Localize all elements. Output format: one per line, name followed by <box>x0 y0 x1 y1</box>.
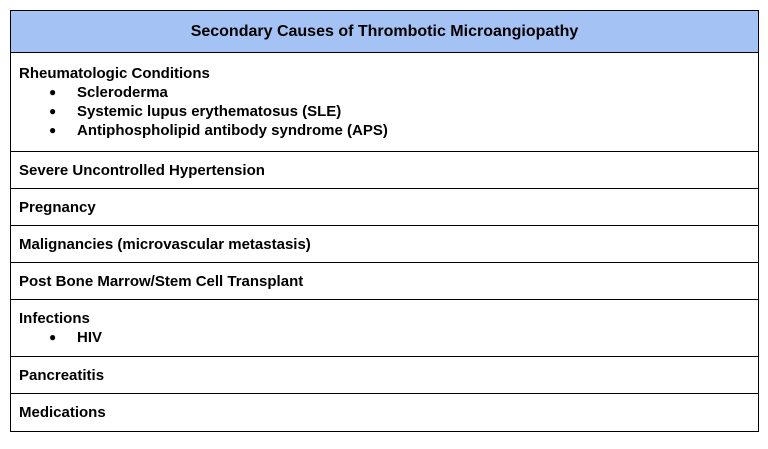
list-item-text: HIV <box>77 329 103 346</box>
table-row-transplant <box>11 263 758 300</box>
bullet-icon: ● <box>49 123 57 137</box>
row-label: Post Bone Marrow/Stem Cell Transplant <box>19 272 304 290</box>
list-item-text: Antiphospholipid antibody syndrome (APS) <box>77 122 388 139</box>
causes-table <box>10 10 759 432</box>
table-title: Secondary Causes of Thrombotic Microangiopathy <box>190 22 579 40</box>
list-item <box>19 121 750 140</box>
row-label: Rheumatologic Conditions <box>19 65 210 82</box>
bullet-list <box>19 83 750 140</box>
list-item <box>19 102 750 121</box>
row-label: Pancreatitis <box>19 366 105 384</box>
row-label: Pregnancy <box>19 198 96 216</box>
table-row-infections <box>11 300 758 357</box>
table-row-pancreatitis <box>11 357 758 394</box>
bullet-list <box>19 328 750 347</box>
list-item-text: Scleroderma <box>77 84 168 101</box>
bullet-icon: ● <box>49 85 57 99</box>
list-item <box>19 328 750 347</box>
row-label: Infections <box>19 310 90 327</box>
list-item <box>19 83 750 102</box>
row-label: Medications <box>19 404 106 421</box>
list-item-text: Systemic lupus erythematosus (SLE) <box>77 103 342 120</box>
row-label: Severe Uncontrolled Hypertension <box>19 161 265 179</box>
table-row-pregnancy <box>11 189 758 226</box>
table-header <box>11 11 758 53</box>
bullet-icon: ● <box>49 104 57 118</box>
bullet-icon: ● <box>49 330 57 344</box>
table-row-malignancies <box>11 226 758 263</box>
table-row-hypertension <box>11 152 758 189</box>
table-row-medications <box>11 394 758 431</box>
row-label: Malignancies (microvascular metastasis) <box>19 235 311 253</box>
table-row-rheumatologic <box>11 53 758 152</box>
